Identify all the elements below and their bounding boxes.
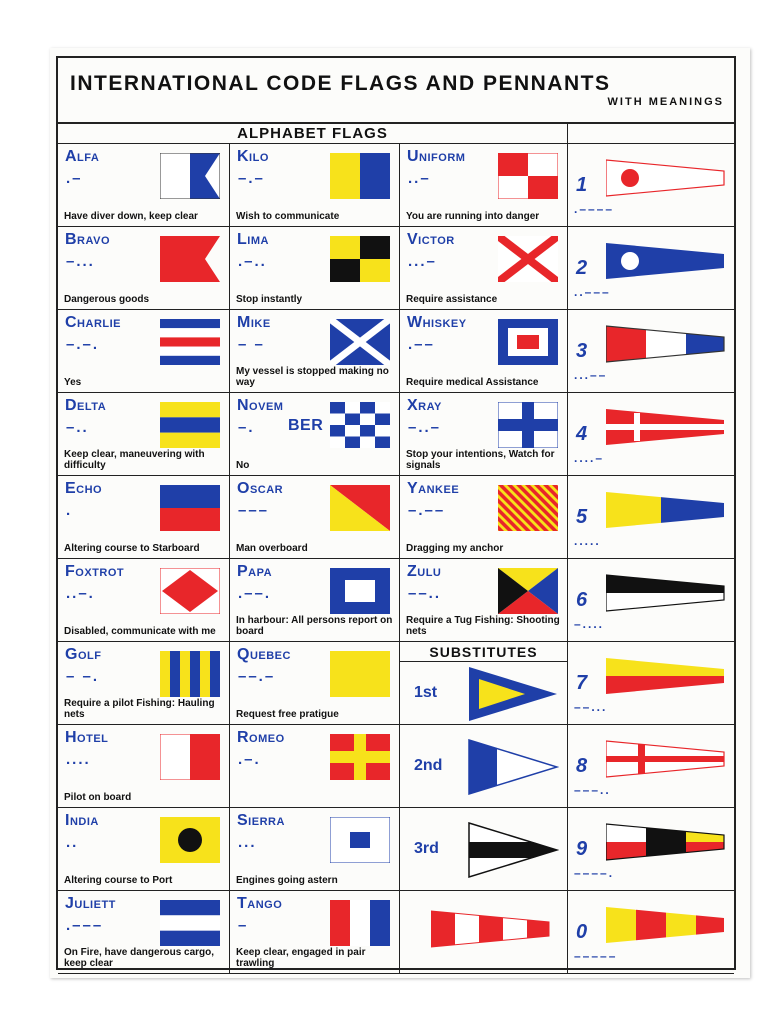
numeral-8-pennant-icon <box>606 739 728 779</box>
sierra-flag-icon <box>329 816 391 864</box>
flag-name: Alfa <box>65 148 100 165</box>
numeral-pennant <box>606 324 728 369</box>
flag-name: Uniform <box>407 148 466 165</box>
numeral-2-pennant-icon <box>606 241 728 281</box>
numeral-label: 2 <box>576 257 588 279</box>
morse-code: .–––– <box>574 202 615 216</box>
header <box>58 58 734 124</box>
flag-meaning: Dragging my anchor <box>406 543 504 554</box>
flag-meaning: Yes <box>64 377 82 388</box>
numeral-cell-7 <box>568 642 734 725</box>
flag-image <box>159 401 221 454</box>
flag-meaning: On Fire, have dangerous cargo, keep clear <box>64 947 215 969</box>
flag-cell-echo <box>58 476 230 559</box>
flag-cell-golf <box>58 642 230 725</box>
numeral-cell-9 <box>568 808 734 891</box>
flag-name: Romeo <box>237 729 285 746</box>
kilo-flag-icon <box>329 152 391 200</box>
morse-code: ––.. <box>408 585 442 602</box>
extra-pennant <box>431 909 553 954</box>
page-title: INTERNATIONAL CODE FLAGS AND PENNANTS <box>70 72 611 95</box>
flag-name: Kilo <box>237 148 269 165</box>
oscar-flag-icon <box>329 484 391 532</box>
flag-meaning: Require assistance <box>406 294 498 305</box>
flag-image <box>329 899 391 952</box>
chart-frame <box>56 56 736 970</box>
substitute-pennant <box>467 738 559 801</box>
flag-meaning: Dangerous goods <box>64 294 150 305</box>
flag-image <box>497 567 559 620</box>
flag-meaning: Man overboard <box>236 543 308 554</box>
flag-cell-whiskey <box>400 310 568 393</box>
flag-name: Zulu <box>407 563 442 580</box>
flag-image <box>159 484 221 537</box>
morse-code: – –. <box>66 668 100 685</box>
flag-name-continuation: BER <box>288 417 324 434</box>
flag-name: Yankee <box>407 480 460 497</box>
flag-name: Echo <box>65 480 103 497</box>
flag-image <box>329 816 391 869</box>
flag-cell-bravo <box>58 227 230 310</box>
numeral-1-pennant-icon <box>606 158 728 198</box>
flag-image <box>159 567 221 620</box>
flag-image <box>329 733 391 786</box>
morse-code: ––––– <box>574 949 618 963</box>
numeral-cell-3 <box>568 310 734 393</box>
numeral-cell-6 <box>568 559 734 642</box>
novem-flag-icon <box>329 401 391 449</box>
charlie-flag-icon <box>159 318 221 366</box>
morse-code: –.–– <box>408 502 446 519</box>
flag-name: Xray <box>407 397 442 414</box>
numeral-pennant <box>606 573 728 618</box>
morse-code: –..– <box>408 419 442 436</box>
substitute-1-pennant-icon <box>467 665 559 723</box>
flag-image <box>159 733 221 786</box>
flag-cell-juliett <box>58 891 230 974</box>
flag-cell-xray <box>400 393 568 476</box>
flag-name: Foxtrot <box>65 563 125 580</box>
flag-image <box>159 152 221 205</box>
alphabet-flags-heading: ALPHABET FLAGS <box>58 124 568 144</box>
numeral-cell-5 <box>568 476 734 559</box>
substitute-cell-1 <box>400 662 568 725</box>
substitute-pennant <box>467 821 559 884</box>
flag-meaning: No <box>236 460 250 471</box>
papa-flag-icon <box>329 567 391 615</box>
flag-cell-kilo <box>230 144 400 227</box>
flag-cell-oscar <box>230 476 400 559</box>
morse-code: ..–. <box>66 585 95 602</box>
flag-image <box>159 816 221 869</box>
flag-meaning: Require medical Assistance <box>406 377 539 388</box>
numeral-cell-4 <box>568 393 734 476</box>
morse-code: –––.. <box>574 783 611 797</box>
delta-flag-icon <box>159 401 221 449</box>
flag-cell-india <box>58 808 230 891</box>
flag-name: Mike <box>237 314 271 331</box>
morse-code: .. <box>66 834 79 851</box>
morse-code: ––––. <box>574 866 615 880</box>
flag-image <box>159 235 221 288</box>
morse-code: – <box>238 917 249 934</box>
flag-cell-sierra <box>230 808 400 891</box>
flag-meaning: Require a Tug Fishing: Shooting nets <box>406 615 560 637</box>
flag-image <box>329 401 391 454</box>
substitute-3-pennant-icon <box>467 821 559 879</box>
flag-meaning: Request free pratigue <box>236 709 339 720</box>
numeral-pennant <box>606 739 728 784</box>
morse-code: – – <box>238 336 265 353</box>
flag-image <box>497 484 559 537</box>
india-flag-icon <box>159 816 221 864</box>
flag-meaning: You are running into danger <box>406 211 540 222</box>
flag-image <box>329 152 391 205</box>
flag-image <box>159 318 221 371</box>
flag-cell-lima <box>230 227 400 310</box>
morse-code: .... <box>66 751 91 768</box>
flag-image <box>159 899 221 952</box>
flag-meaning: Stop instantly <box>236 294 303 305</box>
flag-meaning: Engines going astern <box>236 875 338 886</box>
flag-image <box>329 567 391 620</box>
numeral-label: 3 <box>576 340 588 362</box>
numeral-cell-0 <box>568 891 734 974</box>
flag-cell-novem <box>230 393 400 476</box>
flag-cell-mike <box>230 310 400 393</box>
flag-meaning: Keep clear, maneuvering with difficulty <box>64 449 205 471</box>
numeral-6-pennant-icon <box>606 573 728 613</box>
numeral-label: 5 <box>576 506 588 528</box>
xray-flag-icon <box>497 401 559 449</box>
flag-name: Whiskey <box>407 314 467 331</box>
flag-image <box>497 235 559 288</box>
morse-code: ..– <box>408 170 431 187</box>
flag-cell-romeo <box>230 725 400 808</box>
bravo-flag-icon <box>159 235 221 283</box>
flag-name: Juliett <box>65 895 116 912</box>
yankee-flag-icon <box>497 484 559 532</box>
victor-flag-icon <box>497 235 559 283</box>
substitute-label: 2nd <box>414 756 443 774</box>
morse-code: .––. <box>238 585 272 602</box>
flag-meaning: My vessel is stopped making no way <box>236 366 389 388</box>
uniform-flag-icon <box>497 152 559 200</box>
flag-meaning: Wish to communicate <box>236 211 340 222</box>
flag-meaning: Altering course to Starboard <box>64 543 200 554</box>
morse-code: –. <box>238 419 255 436</box>
morse-code: .––– <box>66 917 104 934</box>
substitute-cell-3 <box>400 808 568 891</box>
flag-image <box>329 318 391 371</box>
flag-meaning: Disabled, communicate with me <box>64 626 216 637</box>
morse-code: –.–. <box>66 336 100 353</box>
substitute-label: 3rd <box>414 839 439 857</box>
flag-name: Victor <box>407 231 455 248</box>
morse-code: ..... <box>574 534 601 548</box>
flag-meaning: Pilot on board <box>64 792 132 803</box>
flag-cell-charlie <box>58 310 230 393</box>
hotel-flag-icon <box>159 733 221 781</box>
numeral-pennant <box>606 407 728 452</box>
mike-flag-icon <box>329 318 391 366</box>
flag-cell-yankee <box>400 476 568 559</box>
numeral-label: 4 <box>576 423 588 445</box>
flag-name: Tango <box>237 895 283 912</box>
romeo-flag-icon <box>329 733 391 781</box>
morse-code: –... <box>66 253 95 270</box>
extra-pennant-cell <box>400 891 568 974</box>
juliett-flag-icon <box>159 899 221 947</box>
flag-meaning: Altering course to Port <box>64 875 173 886</box>
flag-image <box>329 235 391 288</box>
flag-cell-quebec <box>230 642 400 725</box>
echo-flag-icon <box>159 484 221 532</box>
flag-image <box>497 318 559 371</box>
morse-code: ––.– <box>238 668 276 685</box>
numeral-cell-2 <box>568 227 734 310</box>
flag-name: Novem <box>237 397 284 414</box>
flag-name: Golf <box>65 646 102 663</box>
flag-cell-hotel <box>58 725 230 808</box>
flag-cell-zulu <box>400 559 568 642</box>
flag-cell-foxtrot <box>58 559 230 642</box>
numeral-heading-cell <box>568 124 734 144</box>
tango-flag-icon <box>329 899 391 947</box>
flag-name: Bravo <box>65 231 111 248</box>
flag-cell-papa <box>230 559 400 642</box>
foxtrot-flag-icon <box>159 567 221 615</box>
numeral-3-pennant-icon <box>606 324 728 364</box>
morse-code: . <box>66 502 73 519</box>
flag-meaning: In harbour: All persons report on board <box>236 615 393 637</box>
alfa-flag-icon <box>159 152 221 200</box>
numeral-7-pennant-icon <box>606 656 728 696</box>
substitute-2-pennant-icon <box>467 738 559 796</box>
numeral-5-pennant-icon <box>606 490 728 530</box>
flag-image <box>159 650 221 703</box>
numeral-label: 8 <box>576 755 588 777</box>
flag-name: Delta <box>65 397 107 414</box>
flag-name: Hotel <box>65 729 109 746</box>
morse-code: –.– <box>238 170 265 187</box>
flag-name: Quebec <box>237 646 291 663</box>
flag-image <box>497 152 559 205</box>
page-subtitle: WITH MEANINGS <box>607 96 724 108</box>
numeral-label: 0 <box>576 921 588 943</box>
flag-cell-alfa <box>58 144 230 227</box>
numeral-9-pennant-icon <box>606 822 728 862</box>
red-white-pennant-icon <box>431 909 553 949</box>
whiskey-flag-icon <box>497 318 559 366</box>
zulu-flag-icon <box>497 567 559 615</box>
substitutes-heading: SUBSTITUTES <box>400 642 568 662</box>
flag-image <box>329 484 391 537</box>
morse-code: ... <box>238 834 257 851</box>
golf-flag-icon <box>159 650 221 698</box>
lima-flag-icon <box>329 235 391 283</box>
flag-meaning: Require a pilot Fishing: Hauling nets <box>64 698 215 720</box>
numeral-pennant <box>606 656 728 701</box>
quebec-flag-icon <box>329 650 391 698</box>
flag-name: Sierra <box>237 812 285 829</box>
numeral-label: 7 <box>576 672 588 694</box>
morse-code: ...– <box>408 253 437 270</box>
flag-cell-tango <box>230 891 400 974</box>
flag-cell-victor <box>400 227 568 310</box>
flag-cell-uniform <box>400 144 568 227</box>
numeral-pennant <box>606 490 728 535</box>
flag-name: Charlie <box>65 314 121 331</box>
morse-code: ..––– <box>574 285 611 299</box>
numeral-label: 9 <box>576 838 588 860</box>
flag-image <box>329 650 391 703</box>
flag-name: Oscar <box>237 480 284 497</box>
numeral-4-pennant-icon <box>606 407 728 447</box>
flag-name: India <box>65 812 99 829</box>
numeral-0-pennant-icon <box>606 905 728 945</box>
morse-code: ....– <box>574 451 605 465</box>
flag-image <box>497 401 559 454</box>
morse-code: ––– <box>238 502 270 519</box>
substitute-label: 1st <box>414 683 438 701</box>
flag-meaning: Stop your intentions, Watch for signals <box>406 449 555 471</box>
morse-code: .–– <box>408 336 435 353</box>
flag-meaning: Have diver down, keep clear <box>64 211 198 222</box>
flag-cell-delta <box>58 393 230 476</box>
morse-code: ––... <box>574 700 608 714</box>
numeral-label: 1 <box>576 174 588 196</box>
morse-code: ...–– <box>574 368 608 382</box>
numeral-pennant <box>606 241 728 286</box>
substitute-pennant <box>467 665 559 726</box>
numeral-pennant <box>606 158 728 203</box>
numeral-pennant <box>606 905 728 950</box>
morse-code: –.... <box>574 617 605 631</box>
numeral-pennant <box>606 822 728 867</box>
numeral-label: 6 <box>576 589 588 611</box>
numeral-cell-8 <box>568 725 734 808</box>
morse-code: –.. <box>66 419 89 436</box>
morse-code: .– <box>66 170 83 187</box>
substitute-cell-2 <box>400 725 568 808</box>
morse-code: .–. <box>238 751 261 768</box>
numeral-cell-1 <box>568 144 734 227</box>
flag-meaning: Keep clear, engaged in pair trawling <box>236 947 366 969</box>
flag-name: Lima <box>237 231 269 248</box>
flag-name: Papa <box>237 563 273 580</box>
morse-code: .–.. <box>238 253 267 270</box>
